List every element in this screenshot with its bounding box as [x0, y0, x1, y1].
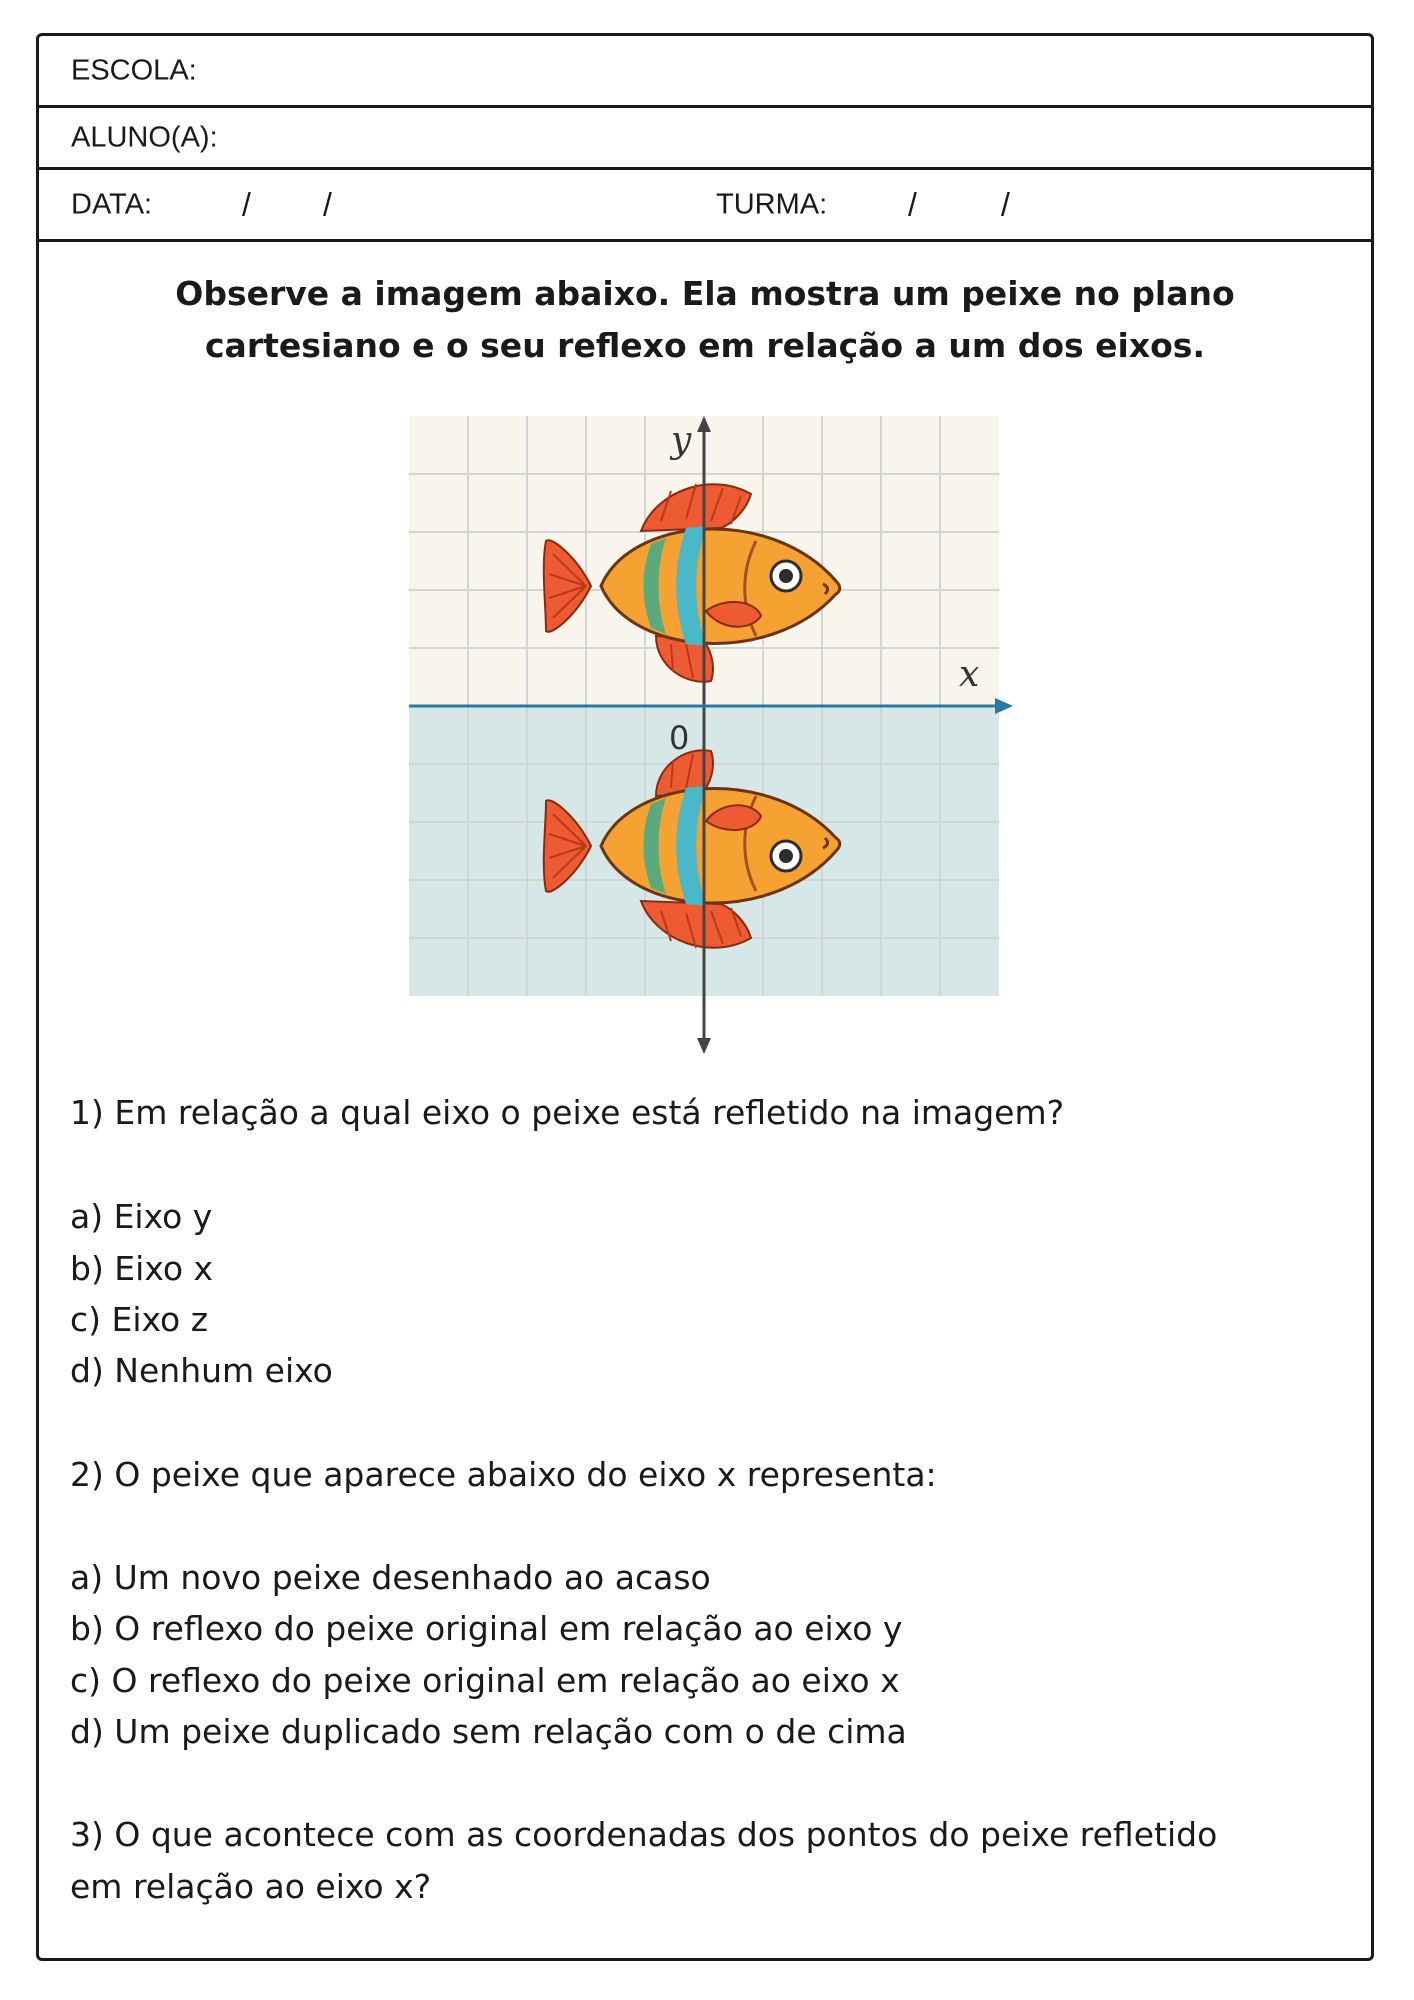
class-label: TURMA: [716, 188, 828, 220]
question-2-option: d) Um peixe duplicado sem relação com o de cima [70, 1712, 907, 1751]
question-2-option: c) O reflexo do peixe original em relação ao eixo x [70, 1661, 900, 1700]
school-row [39, 36, 1371, 108]
question-2-option: a) Um novo peixe desenhado ao acaso [70, 1558, 711, 1597]
x-axis-label: x [959, 654, 980, 695]
question-1-option: b) Eixo x [70, 1249, 214, 1288]
date-class-row [39, 170, 1371, 242]
worksheet [36, 33, 1374, 1961]
instruction-line: Observe a imagem abaixo. Ela mostra um peixe no plano [175, 274, 1235, 313]
date-label: DATA: [71, 188, 153, 220]
question-2: 2) O peixe que aparece abaixo do eixo x representa: [70, 1455, 937, 1494]
student-label: ALUNO(A): [71, 121, 218, 153]
y-axis-arrow-down [697, 1038, 711, 1054]
instruction-text [39, 268, 1371, 372]
class-slash: / [1001, 186, 1010, 222]
student-row [39, 108, 1371, 170]
question-3-continuation: em relação ao eixo x? [70, 1867, 432, 1906]
y-axis-label: y [671, 420, 692, 461]
question-1-option: c) Eixo z [70, 1300, 209, 1339]
question-1: 1) Em relação a qual eixo o peixe está refletido na imagem? [70, 1093, 1065, 1132]
question-1-option: a) Eixo y [70, 1197, 213, 1236]
fish-reflection-figure [409, 416, 1069, 1096]
class-slash: / [908, 186, 917, 222]
date-slash: / [242, 186, 251, 222]
origin-label: 0 [669, 719, 690, 757]
x-axis-arrow [995, 698, 1013, 714]
question-3: 3) O que acontece com as coordenadas dos pontos do peixe refletido [70, 1815, 1218, 1854]
instruction-line: cartesiano e o seu reflexo em relação a um dos eixos. [205, 326, 1205, 365]
school-label: ESCOLA: [71, 54, 197, 86]
question-2-option: b) O reflexo do peixe original em relação ao eixo y [70, 1609, 903, 1648]
question-1-option: d) Nenhum eixo [70, 1351, 333, 1390]
date-slash: / [323, 186, 332, 222]
